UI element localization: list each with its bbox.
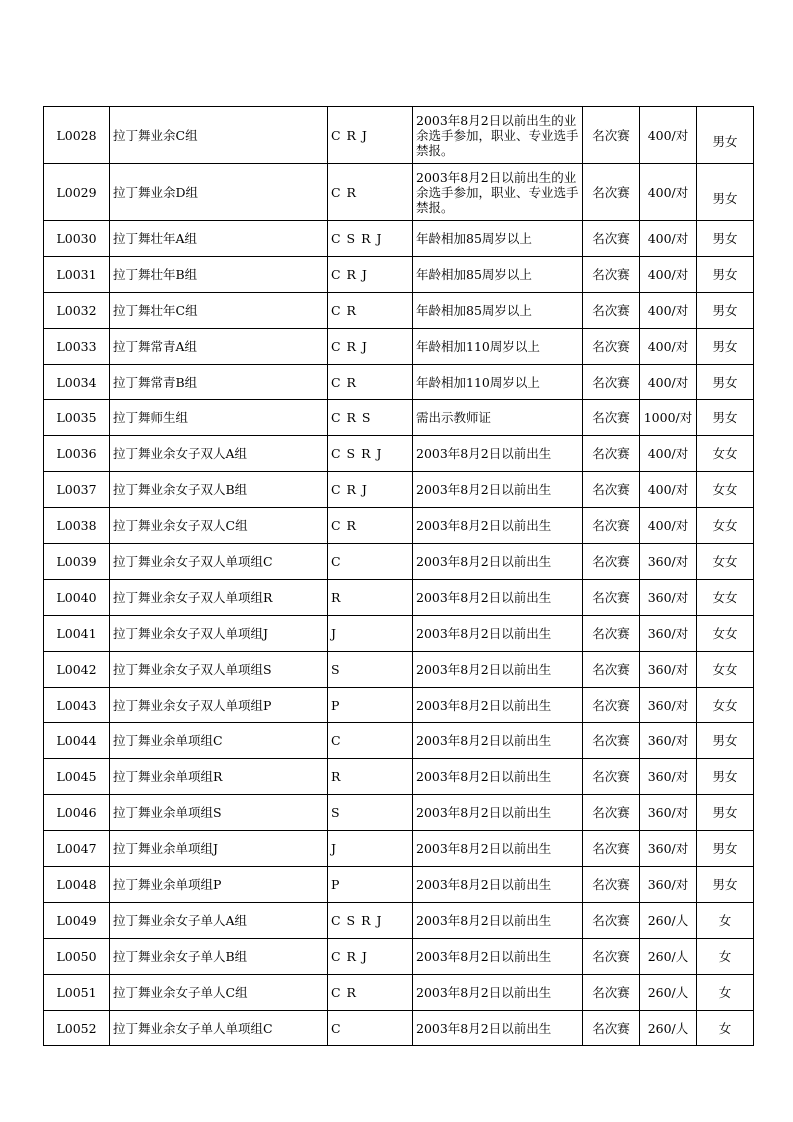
- event-name: 拉丁舞壮年A组: [110, 221, 328, 257]
- dance-list: C R J: [328, 256, 413, 292]
- event-name: 拉丁舞壮年C组: [110, 292, 328, 328]
- event-name: 拉丁舞业余D组: [110, 164, 328, 221]
- entry-fee: 360/对: [640, 723, 697, 759]
- gender-category: 女女: [697, 544, 754, 580]
- entry-fee: 1000/对: [640, 400, 697, 436]
- event-name: 拉丁舞业余单项组J: [110, 831, 328, 867]
- table-row: [44, 902, 754, 938]
- entry-requirement: 2003年8月2日以前出生: [413, 723, 583, 759]
- entry-requirement: 2003年8月2日以前出生: [413, 759, 583, 795]
- competition-type: 名次赛: [583, 221, 640, 257]
- table-row: [44, 615, 754, 651]
- dance-list: C R J: [328, 107, 413, 164]
- dance-list: C R: [328, 508, 413, 544]
- entry-requirement: 2003年8月2日以前出生: [413, 436, 583, 472]
- gender-category: 女: [697, 974, 754, 1010]
- gender-category: 女: [697, 1010, 754, 1046]
- competition-type: 名次赛: [583, 938, 640, 974]
- event-code: L0049: [44, 902, 110, 938]
- gender-category: 男女: [697, 292, 754, 328]
- table-row: [44, 221, 754, 257]
- event-code: L0038: [44, 508, 110, 544]
- entry-fee: 360/对: [640, 687, 697, 723]
- competition-type: 名次赛: [583, 902, 640, 938]
- table-row: [44, 107, 754, 164]
- entry-requirement: 2003年8月2日以前出生的业余选手参加，职业、专业选手禁报。: [413, 164, 583, 221]
- competition-type: 名次赛: [583, 400, 640, 436]
- competition-type: 名次赛: [583, 164, 640, 221]
- gender-category: 男女: [697, 164, 754, 221]
- event-name: 拉丁舞业余女子双人C组: [110, 508, 328, 544]
- entry-fee: 360/对: [640, 544, 697, 580]
- event-code: L0036: [44, 436, 110, 472]
- table-row: [44, 974, 754, 1010]
- entry-requirement: 年龄相加85周岁以上: [413, 256, 583, 292]
- gender-category: 女女: [697, 579, 754, 615]
- event-code: L0028: [44, 107, 110, 164]
- table-row: [44, 472, 754, 508]
- gender-category: 女: [697, 902, 754, 938]
- event-name: 拉丁舞业余女子单人单项组C: [110, 1010, 328, 1046]
- entry-requirement: 2003年8月2日以前出生: [413, 651, 583, 687]
- event-name: 拉丁舞业余C组: [110, 107, 328, 164]
- table-row: [44, 651, 754, 687]
- competition-type: 名次赛: [583, 107, 640, 164]
- entry-fee: 260/人: [640, 1010, 697, 1046]
- dance-list: C R: [328, 164, 413, 221]
- competition-type: 名次赛: [583, 256, 640, 292]
- dance-list: C R S: [328, 400, 413, 436]
- event-code: L0039: [44, 544, 110, 580]
- entry-fee: 360/对: [640, 795, 697, 831]
- gender-category: 女女: [697, 687, 754, 723]
- entry-fee: 400/对: [640, 472, 697, 508]
- event-table: [43, 106, 754, 1046]
- gender-category: 女女: [697, 472, 754, 508]
- dance-list: C: [328, 723, 413, 759]
- table-row: [44, 723, 754, 759]
- table-row: [44, 1010, 754, 1046]
- dance-list: C R: [328, 974, 413, 1010]
- gender-category: 男女: [697, 221, 754, 257]
- event-name: 拉丁舞常青B组: [110, 364, 328, 400]
- competition-type: 名次赛: [583, 508, 640, 544]
- entry-requirement: 2003年8月2日以前出生: [413, 615, 583, 651]
- competition-type: 名次赛: [583, 687, 640, 723]
- entry-requirement: 2003年8月2日以前出生: [413, 508, 583, 544]
- competition-type: 名次赛: [583, 831, 640, 867]
- dance-list: C S R J: [328, 902, 413, 938]
- event-name: 拉丁舞业余女子双人单项组C: [110, 544, 328, 580]
- entry-fee: 400/对: [640, 256, 697, 292]
- event-name: 拉丁舞业余女子单人A组: [110, 902, 328, 938]
- table-row: [44, 292, 754, 328]
- competition-type: 名次赛: [583, 651, 640, 687]
- gender-category: 男女: [697, 795, 754, 831]
- dance-list: J: [328, 615, 413, 651]
- event-code: L0047: [44, 831, 110, 867]
- event-name: 拉丁舞业余女子双人B组: [110, 472, 328, 508]
- event-code: L0044: [44, 723, 110, 759]
- event-name: 拉丁舞业余女子双人单项组S: [110, 651, 328, 687]
- gender-category: 男女: [697, 400, 754, 436]
- dance-list: C: [328, 544, 413, 580]
- table-row: [44, 364, 754, 400]
- competition-type: 名次赛: [583, 867, 640, 903]
- table-row: [44, 544, 754, 580]
- table-row: [44, 831, 754, 867]
- entry-requirement: 2003年8月2日以前出生: [413, 472, 583, 508]
- table-row: [44, 938, 754, 974]
- entry-requirement: 年龄相加85周岁以上: [413, 221, 583, 257]
- entry-fee: 360/对: [640, 579, 697, 615]
- event-code: L0052: [44, 1010, 110, 1046]
- entry-fee: 400/对: [640, 107, 697, 164]
- competition-type: 名次赛: [583, 795, 640, 831]
- competition-type: 名次赛: [583, 436, 640, 472]
- table-row: [44, 436, 754, 472]
- table-row: [44, 867, 754, 903]
- event-code: L0035: [44, 400, 110, 436]
- event-name: 拉丁舞业余女子单人B组: [110, 938, 328, 974]
- gender-category: 女女: [697, 436, 754, 472]
- table-row: [44, 687, 754, 723]
- event-name: 拉丁舞业余女子双人单项组J: [110, 615, 328, 651]
- table-row: [44, 328, 754, 364]
- event-code: L0045: [44, 759, 110, 795]
- entry-requirement: 年龄相加85周岁以上: [413, 292, 583, 328]
- gender-category: 男女: [697, 723, 754, 759]
- gender-category: 男女: [697, 328, 754, 364]
- gender-category: 女女: [697, 508, 754, 544]
- event-name: 拉丁舞业余单项组R: [110, 759, 328, 795]
- event-name: 拉丁舞业余女子双人单项组P: [110, 687, 328, 723]
- entry-requirement: 2003年8月2日以前出生: [413, 579, 583, 615]
- event-name: 拉丁舞常青A组: [110, 328, 328, 364]
- event-code: L0033: [44, 328, 110, 364]
- entry-fee: 260/人: [640, 974, 697, 1010]
- dance-list: C R J: [328, 472, 413, 508]
- entry-fee: 260/人: [640, 902, 697, 938]
- entry-fee: 400/对: [640, 221, 697, 257]
- event-name: 拉丁舞业余单项组P: [110, 867, 328, 903]
- entry-fee: 400/对: [640, 508, 697, 544]
- entry-requirement: 2003年8月2日以前出生: [413, 938, 583, 974]
- competition-type: 名次赛: [583, 759, 640, 795]
- gender-category: 女女: [697, 615, 754, 651]
- dance-list: R: [328, 759, 413, 795]
- dance-list: C S R J: [328, 436, 413, 472]
- competition-type: 名次赛: [583, 328, 640, 364]
- table-row: [44, 759, 754, 795]
- table-row: [44, 795, 754, 831]
- entry-requirement: 2003年8月2日以前出生: [413, 831, 583, 867]
- entry-requirement: 2003年8月2日以前出生的业余选手参加，职业、专业选手禁报。: [413, 107, 583, 164]
- gender-category: 男女: [697, 831, 754, 867]
- dance-list: C R J: [328, 328, 413, 364]
- event-name: 拉丁舞业余单项组C: [110, 723, 328, 759]
- entry-fee: 260/人: [640, 938, 697, 974]
- gender-category: 男女: [697, 107, 754, 164]
- entry-requirement: 需出示教师证: [413, 400, 583, 436]
- event-code: L0048: [44, 867, 110, 903]
- competition-type: 名次赛: [583, 579, 640, 615]
- event-code: L0030: [44, 221, 110, 257]
- competition-type: 名次赛: [583, 723, 640, 759]
- gender-category: 男女: [697, 256, 754, 292]
- dance-list: S: [328, 795, 413, 831]
- entry-requirement: 2003年8月2日以前出生: [413, 544, 583, 580]
- event-code: L0037: [44, 472, 110, 508]
- gender-category: 女女: [697, 651, 754, 687]
- table-row: [44, 400, 754, 436]
- event-name: 拉丁舞业余单项组S: [110, 795, 328, 831]
- event-name: 拉丁舞壮年B组: [110, 256, 328, 292]
- competition-type: 名次赛: [583, 544, 640, 580]
- entry-fee: 400/对: [640, 364, 697, 400]
- event-table-body: [44, 107, 754, 1046]
- table-row: [44, 508, 754, 544]
- dance-list: R: [328, 579, 413, 615]
- competition-type: 名次赛: [583, 292, 640, 328]
- dance-list: C R: [328, 364, 413, 400]
- entry-fee: 360/对: [640, 651, 697, 687]
- event-code: L0051: [44, 974, 110, 1010]
- competition-type: 名次赛: [583, 472, 640, 508]
- entry-fee: 400/对: [640, 164, 697, 221]
- entry-requirement: 年龄相加110周岁以上: [413, 328, 583, 364]
- entry-requirement: 2003年8月2日以前出生: [413, 687, 583, 723]
- event-code: L0031: [44, 256, 110, 292]
- dance-list: S: [328, 651, 413, 687]
- dance-list: C S R J: [328, 221, 413, 257]
- entry-requirement: 2003年8月2日以前出生: [413, 867, 583, 903]
- entry-fee: 360/对: [640, 831, 697, 867]
- event-code: L0034: [44, 364, 110, 400]
- event-code: L0042: [44, 651, 110, 687]
- entry-requirement: 2003年8月2日以前出生: [413, 1010, 583, 1046]
- dance-list: C R J: [328, 938, 413, 974]
- gender-category: 男女: [697, 364, 754, 400]
- event-name: 拉丁舞业余女子双人单项组R: [110, 579, 328, 615]
- table-row: [44, 164, 754, 221]
- event-code: L0040: [44, 579, 110, 615]
- competition-type: 名次赛: [583, 364, 640, 400]
- competition-type: 名次赛: [583, 1010, 640, 1046]
- competition-type: 名次赛: [583, 615, 640, 651]
- entry-fee: 400/对: [640, 436, 697, 472]
- entry-fee: 400/对: [640, 292, 697, 328]
- table-row: [44, 256, 754, 292]
- table-row: [44, 579, 754, 615]
- event-code: L0041: [44, 615, 110, 651]
- entry-requirement: 2003年8月2日以前出生: [413, 902, 583, 938]
- event-code: L0029: [44, 164, 110, 221]
- dance-list: P: [328, 867, 413, 903]
- event-code: L0043: [44, 687, 110, 723]
- event-code: L0032: [44, 292, 110, 328]
- entry-requirement: 2003年8月2日以前出生: [413, 974, 583, 1010]
- event-name: 拉丁舞师生组: [110, 400, 328, 436]
- entry-requirement: 2003年8月2日以前出生: [413, 795, 583, 831]
- entry-fee: 360/对: [640, 867, 697, 903]
- dance-list: C R: [328, 292, 413, 328]
- entry-requirement: 年龄相加110周岁以上: [413, 364, 583, 400]
- entry-fee: 400/对: [640, 328, 697, 364]
- gender-category: 男女: [697, 867, 754, 903]
- event-name: 拉丁舞业余女子双人A组: [110, 436, 328, 472]
- gender-category: 女: [697, 938, 754, 974]
- event-name: 拉丁舞业余女子单人C组: [110, 974, 328, 1010]
- dance-list: P: [328, 687, 413, 723]
- entry-fee: 360/对: [640, 615, 697, 651]
- entry-fee: 360/对: [640, 759, 697, 795]
- event-code: L0050: [44, 938, 110, 974]
- event-code: L0046: [44, 795, 110, 831]
- gender-category: 男女: [697, 759, 754, 795]
- competition-type: 名次赛: [583, 974, 640, 1010]
- dance-list: C: [328, 1010, 413, 1046]
- dance-list: J: [328, 831, 413, 867]
